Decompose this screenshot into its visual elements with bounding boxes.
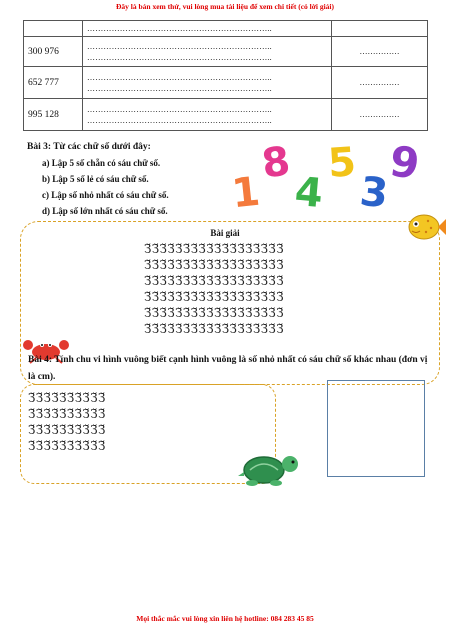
scribble-line: З̆З̆З̆З̆З̆З̆З̆З̆З̆З̆З̆З̆З̆З̆З̆З̆З̆З̆: [144, 306, 284, 320]
number-cell: 652 777: [24, 67, 83, 99]
table-row: [24, 21, 428, 37]
exercise-3-item-d: d) Lập số lớn nhất có sáu chữ số.: [42, 206, 168, 216]
turtle-icon: [238, 450, 302, 488]
number-cell: 300 976: [24, 37, 83, 67]
digit-5: 5: [326, 139, 358, 187]
exercise-3-item-b: b) Lập 5 số lẻ có sáu chữ số.: [42, 174, 149, 184]
exercise-3-item-a: a) Lập 5 số chẵn có sáu chữ số.: [42, 158, 161, 168]
answer-cell: ……………: [332, 99, 428, 131]
scribble-line: З̆З̆З̆З̆З̆З̆З̆З̆З̆З̆З̆З̆З̆З̆З̆З̆З̆З̆: [144, 322, 284, 336]
digit-8: 8: [258, 138, 293, 188]
fish-icon: [402, 208, 446, 244]
scribble-line: З̆З̆З̆З̆З̆З̆З̆З̆З̆З̆: [28, 407, 106, 421]
number-cell: 995 128: [24, 99, 83, 131]
dotted-lines: ………………………………………………………….. …………………………………………………………..: [83, 99, 332, 131]
digit-4: 4: [293, 168, 325, 218]
scribble-line: З̆З̆З̆З̆З̆З̆З̆З̆З̆З̆З̆З̆З̆З̆З̆З̆З̆З̆: [144, 242, 284, 256]
exercise-3-item-c: c) Lập số nhỏ nhất có sáu chữ số.: [42, 190, 169, 200]
hotline-footer: Mọi thắc mắc vui lòng xin liên hệ hotline: 084 283 45 85: [136, 614, 314, 623]
answer-cell: ……………: [332, 67, 428, 99]
digit-3: 3: [357, 168, 391, 218]
number-cell: [24, 21, 83, 37]
number-table: [23, 20, 428, 131]
scribble-line: З̆З̆З̆З̆З̆З̆З̆З̆З̆З̆З̆З̆З̆З̆З̆З̆З̆З̆: [144, 274, 284, 288]
table-row: [24, 37, 428, 67]
preview-banner: Đây là bản xem thử, vui lòng mua tài liệu để xem chi tiết (có lời giải): [115, 2, 335, 11]
table-row: [24, 99, 428, 131]
square-figure: [327, 380, 425, 477]
answer-cell: ……………: [332, 37, 428, 67]
digit-1: 1: [229, 168, 263, 218]
solution-title: Bài giải: [210, 228, 240, 238]
dotted-line: …………………………………………………………..: [83, 21, 332, 37]
scribble-line: З̆З̆З̆З̆З̆З̆З̆З̆З̆З̆: [28, 391, 106, 405]
dotted-lines: ………………………………………………………….. …………………………………………………………..: [83, 67, 332, 99]
exercise-3-title: Bài 3: Từ các chữ số dưới đây:: [27, 142, 151, 152]
table-row: [24, 67, 428, 99]
exercise-4-title: Bài 4: Tính chu vi hình vuông biết cạnh hình vuông là số nhỏ nhất có sáu chữ số khác nhau (đơn vị là cm).: [28, 355, 428, 382]
scribble-line: З̆З̆З̆З̆З̆З̆З̆З̆З̆З̆З̆З̆З̆З̆З̆З̆З̆З̆: [144, 258, 284, 272]
scribble-line: З̆З̆З̆З̆З̆З̆З̆З̆З̆З̆: [28, 439, 106, 453]
digit-9: 9: [386, 136, 423, 189]
dotted-lines: ………………………………………………………….. …………………………………………………………..: [83, 37, 332, 67]
scribble-line: З̆З̆З̆З̆З̆З̆З̆З̆З̆З̆: [28, 423, 106, 437]
scribble-line: З̆З̆З̆З̆З̆З̆З̆З̆З̆З̆З̆З̆З̆З̆З̆З̆З̆З̆: [144, 290, 284, 304]
answer-cell: [332, 21, 428, 37]
